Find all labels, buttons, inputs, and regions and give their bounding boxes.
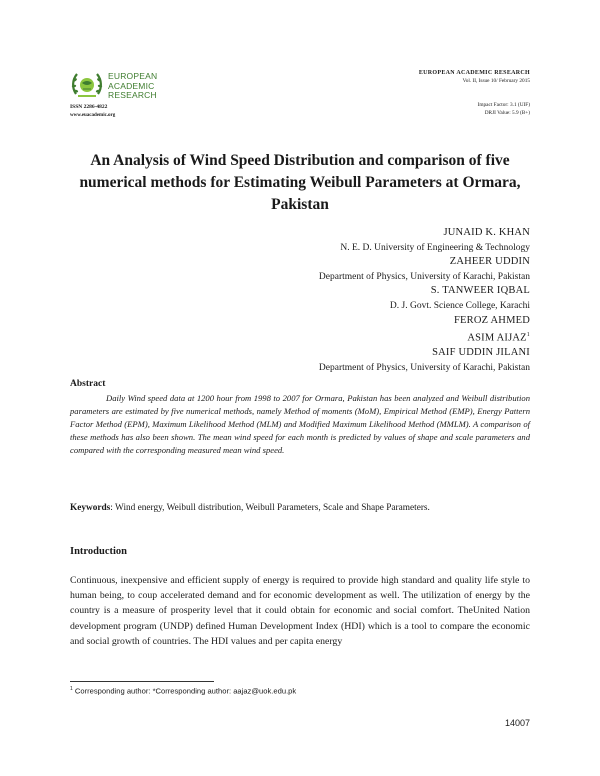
impact-factor: Impact Factor: 3.1 (UIF) [477,102,530,108]
keywords [70,502,530,514]
drji-value: DRJI Value: 5.9 (B+) [484,110,530,116]
abstract-text: Daily Wind speed data at 1200 hour from 1998 to 2007 for Ormara, Pakistan has been analyzed and Weibull distribution parameters are estimated by five numerical methods, namely Method of moments (MoM), Empirical Method (EMP), Energy Pattern Factor Method (EPM), Maximum Likelihood Method (MLM) and Modified Maximum Likelihood Method (MMLM). A comparison of these methods has also been shown. The mean wind speed for each month is predicted by values of shape and scale parameters and compared with the corresponding measured mean wind speed. [70,393,530,455]
logo-line: ACADEMIC [108,80,155,91]
author-affiliation: N. E. D. University of Engineering & Technology [340,242,530,253]
paper-title: An Analysis of Wind Speed Distribution and comparison of five numerical methods for Estimating Weibull Parameters at Ormara, Pakistan [79,152,521,213]
author-name: SAIF UDDIN JILANI [432,347,530,359]
abstract-heading: Abstract [70,379,106,389]
author-name-corresponding [319,328,530,346]
author-name: S. TANWEER IQBAL [430,285,530,297]
page-number: 14007 [504,718,530,728]
journal-website[interactable]: www.euacademic.org [70,113,116,118]
footnote-marker[interactable]: 1 [526,332,530,339]
author-name: FEROZ AHMED [454,314,530,326]
footnote-divider [70,681,214,682]
footnote-text: Corresponding author: *Corresponding author: aajaz@uok.edu.pk [72,686,297,696]
issn: ISSN 2286-4822 [70,104,108,110]
author-name: ZAHEER UDDIN [449,256,530,268]
author-name: JUNAID K. KHAN [443,227,530,238]
journal-issue: Vol. II, Issue 10/ February 2015 [462,78,530,84]
logo-line: RESEARCH [108,90,157,100]
journal-name: EUROPEAN ACADEMIC RESEARCH [418,70,530,76]
author-affiliation: D. J. Govt. Science College, Karachi [389,300,530,311]
keywords-label: Keywords [70,503,111,513]
author-affiliation: Department of Physics, University of Karachi, Pakistan [318,362,530,373]
logo-line: EUROPEAN [108,71,158,81]
footnote [70,686,296,696]
author-affiliation: Department of Physics, University of Karachi, Pakistan [318,271,530,282]
introduction-heading: Introduction [70,546,127,557]
author-name: ASIM AIJAZ [467,332,527,344]
footnote-number: 1 [70,686,73,692]
laurel-globe-icon [70,68,104,102]
keywords-text: : Wind energy, Weibull distribution, Weibull Parameters, Scale and Shape Parameters. [110,503,430,513]
introduction-text: Continuous, inexpensive and efficient supply of energy is required to provide high standard and quality life style to human being, to coup accelerated demand and for economic development as well. The utilization of energy by the country is a measure of prosperity level that it could obtain for economic and social comfort. TheUnited Nation development program (UNDP) defined Human Development Index (HDI) which is a tool to compare the economic and social growth of countries. The HDI values and per capita energy [70,575,530,647]
logo-wordmark [108,72,157,101]
author-block [319,226,530,375]
impact-info [478,101,530,117]
